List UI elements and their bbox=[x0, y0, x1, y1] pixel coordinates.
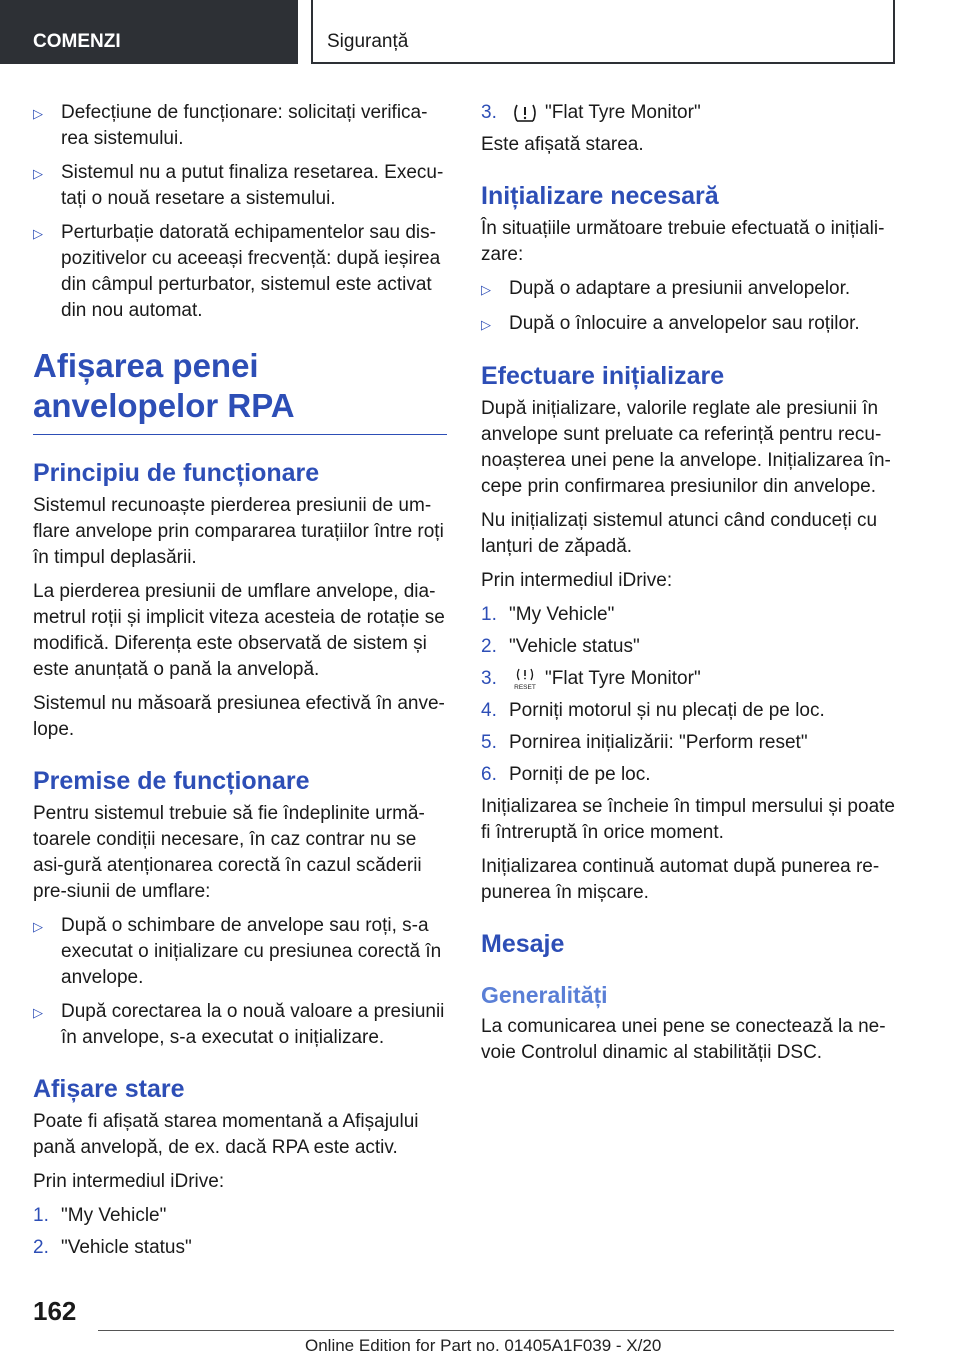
paragraph: La pierderea presiunii de umflare anvelope, dia-metrul roții și implicit viteza acesteia de rotație se modifică. Diferența este observată de sistem și este anunțată o pană la anvelopă. bbox=[33, 581, 445, 680]
paragraph: După inițializare, valorile reglate ale presiunii în anvelope sunt preluate ca referință pentru recu-noașterea unei pene la anvelope. Inițializarea în-cepe prin confirmarea presiunilor din anvelope. bbox=[481, 398, 891, 497]
chapter-title: Siguranță bbox=[327, 31, 409, 52]
paragraph: Sistemul nu măsoară presiunea efectivă în anve-lope. bbox=[33, 693, 445, 740]
numbered-item: 1. "My Vehicle" bbox=[33, 1205, 167, 1226]
paragraph: Inițializarea se încheie în timpul mersului și poate fi întreruptă în orice moment. bbox=[481, 796, 895, 843]
section-heading-efectuare: Efectuare inițializare bbox=[481, 362, 725, 390]
triangle-bullet-icon: ▷ bbox=[33, 919, 43, 934]
list-item: ▷ După o adaptare a presiunii anvelopelor. bbox=[481, 276, 895, 303]
numbered-item: 4. Porniți motorul și nu plecați de pe loc. bbox=[481, 700, 825, 721]
section-heading-afisare: Afișare stare bbox=[33, 1075, 185, 1103]
list-item: ▷ După corectarea la o nouă valoare a presiunii în anvelope, s-a executat o inițializare. bbox=[33, 999, 447, 1051]
chapter-tab bbox=[311, 0, 895, 64]
numbered-item: 2. "Vehicle status" bbox=[481, 636, 640, 657]
right-column bbox=[481, 100, 895, 1074]
page-title: Afișarea penei anvelopelor RPA bbox=[33, 346, 447, 435]
flat-tyre-warning-icon bbox=[511, 102, 539, 124]
triangle-bullet-icon: ▷ bbox=[33, 226, 43, 241]
paragraph: Prin intermediul iDrive: bbox=[481, 570, 673, 591]
paragraph: Prin intermediul iDrive: bbox=[33, 1171, 225, 1192]
section-title: COMENZI bbox=[33, 31, 121, 52]
triangle-bullet-icon: ▷ bbox=[33, 166, 43, 181]
left-column bbox=[33, 100, 447, 1267]
list-item: ▷ Sistemul nu a putut finaliza resetarea. Execu-tați o nouă resetare a sistemului. bbox=[33, 160, 447, 212]
paragraph: Poate fi afișată starea momentană a Afișajului pană anvelopă, de ex. dacă RPA este activ. bbox=[33, 1111, 419, 1158]
footer-edition: Online Edition for Part no. 01405A1F039 - X/20 bbox=[305, 1336, 662, 1355]
tyre-reset-icon bbox=[511, 667, 539, 691]
paragraph: În situațiile următoare trebuie efectuată o inițiali-zare: bbox=[481, 218, 885, 265]
paragraph: Pentru sistemul trebuie să fie îndeplinite urmă-toarele condiții necesare, în caz contrar nu se asi-gură atenționarea corectă în cazul scăderii pre-siunii de umflare: bbox=[33, 803, 425, 902]
numbered-item: 3. "Flat Tyre Monitor" bbox=[481, 102, 701, 123]
list-item: ▷ După o schimbare de anvelope sau roți, s-a executat o inițializare cu presiunea corectă în anvelope. bbox=[33, 913, 447, 991]
numbered-item: 5. Pornirea inițializării: "Perform reset" bbox=[481, 732, 808, 753]
numbered-item: 6. Porniți de pe loc. bbox=[481, 764, 651, 785]
list-item: ▷ Perturbație datorată echipamentelor sau dis-pozitivelor cu aceeași frecvență: după ieșirea din câmpul perturbator, sistemul este activat din nou automat. bbox=[33, 220, 447, 324]
paragraph: Nu inițializați sistemul atunci când conduceți cu lanțuri de zăpadă. bbox=[481, 510, 878, 557]
numbered-item: 2. "Vehicle status" bbox=[33, 1237, 192, 1258]
numbered-item: 3. RESET "Flat Tyre Monitor" bbox=[481, 668, 701, 691]
paragraph: Este afișată starea. bbox=[481, 134, 644, 155]
list-item: ▷ Defecțiune de funcționare: solicitați verifica-rea sistemului. bbox=[33, 100, 447, 152]
list-item: ▷ După o înlocuire a anvelopelor sau roților. bbox=[481, 311, 895, 338]
triangle-bullet-icon: ▷ bbox=[33, 106, 43, 121]
header-gap bbox=[298, 0, 311, 64]
subsection-heading-generalitati: Generalități bbox=[481, 982, 608, 1008]
paragraph: Inițializarea continuă automat după punerea re-punerea în mișcare. bbox=[481, 856, 880, 903]
section-tab bbox=[0, 0, 298, 64]
tyre-reset-icon-label: RESET bbox=[514, 683, 536, 691]
paragraph: Sistemul recunoaște pierderea presiunii de um-flare anvelope prin compararea turațiilor între roți în timpul deplasării. bbox=[33, 495, 444, 568]
paragraph: La comunicarea unei pene se conectează la ne-voie Controlul dinamic al stabilității DSC. bbox=[481, 1016, 886, 1063]
triangle-bullet-icon: ▷ bbox=[481, 317, 491, 332]
section-heading-init-necesara: Inițializare necesară bbox=[481, 182, 719, 210]
footer-divider bbox=[98, 1330, 894, 1331]
section-heading-premise: Premise de funcționare bbox=[33, 767, 310, 795]
section-heading-principiu: Principiu de funcționare bbox=[33, 459, 320, 487]
numbered-item: 1. "My Vehicle" bbox=[481, 604, 615, 625]
triangle-bullet-icon: ▷ bbox=[481, 282, 491, 297]
section-heading-mesaje: Mesaje bbox=[481, 930, 565, 958]
triangle-bullet-icon: ▷ bbox=[33, 1005, 43, 1020]
page-number: 162 bbox=[33, 1296, 77, 1326]
